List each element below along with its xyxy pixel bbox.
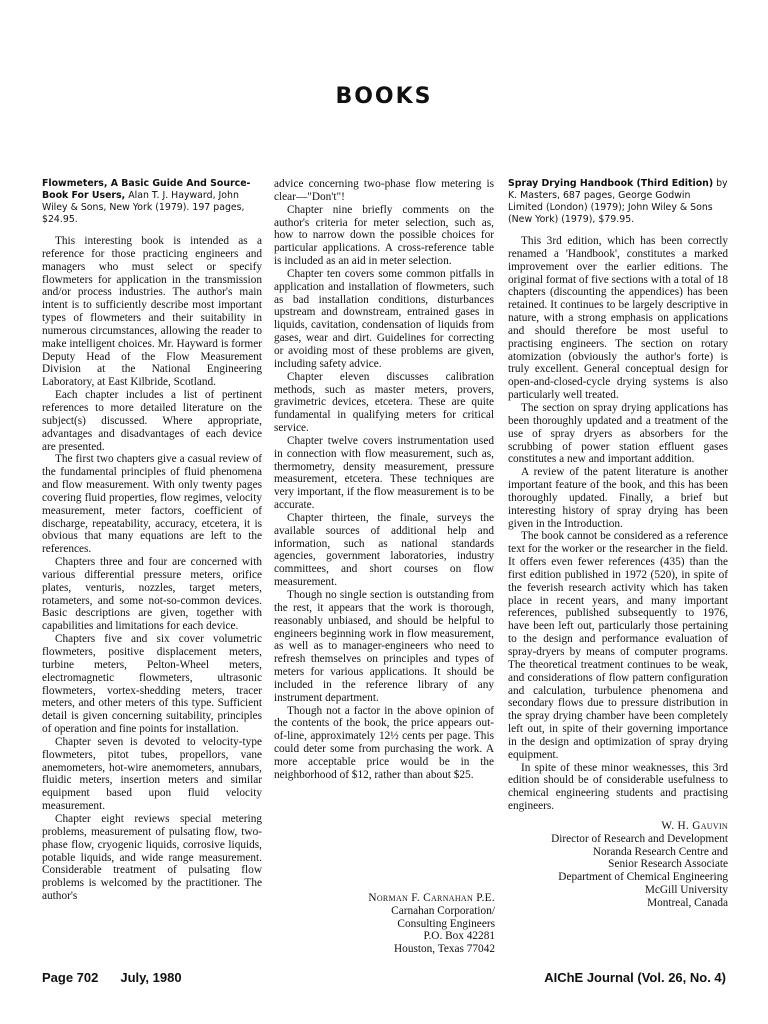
- reviewer-name: Norman F. Carnahan P.E.: [368, 892, 495, 904]
- journal-citation: AIChE Journal (Vol. 26, No. 4): [544, 970, 726, 985]
- paragraph: The book cannot be considered as a reference text for the worker or the researcher in the field. It offers even fewer references (435) than the first edition published in 1972 (520), in spite of the feverish research activity which has taken place in recent years, and many important references, published subsequently to 1976, have been left out, particularly those pertaining to the design and performance evaluation of spray-dryers by means of computer programs. The theoretical treatment continues to be weak, and considerations of flow pattern configuration and calculation, turbulence phenomena and secondary flows due to pressure distribution in the spray drying chamber have been completely left out, in spite of their governing importance in the design and optimization of spray drying equipment.: [508, 530, 728, 761]
- paragraph: Though no single section is outstanding from the rest, it appears that the work is thorough, reasonably unbiased, and should be helpful to engineers beginning work in flow measurement, as well as to manager-engineers who need to refresh themselves on principles and types of meters for various applications. It should be included in the reference library of any instrument department.: [274, 589, 494, 704]
- paragraph: Though not a factor in the above opinion of the contents of the book, the price appears out-of-line, approximately 12½ cents per page. This could deter some from purchasing the work. A more acceptable price would be in the neighborhood of $12, rather than about $25.: [274, 704, 494, 781]
- paragraph: This 3rd edition, which has been correctly renamed a 'Handbook', constitutes a marked improvement over the earlier editions. The original format of five sections with a total of 18 chapters (discounting the appendices) has been retained. It continues to be largely descriptive in nature, with a strong emphasis on applications and should therefore be most useful to practising engineers. The section on rotary atomization (obviously the author's forte) is truly excellent. General conceptual design for open-and-closed-cycle drying systems is also particularly well treated.: [508, 235, 728, 402]
- column-middle: [274, 178, 494, 973]
- reviewer-signature-gauvin: [508, 820, 728, 910]
- column-left: [42, 178, 262, 973]
- issue-date: July, 1980: [120, 970, 182, 985]
- book-header-spray-drying: [508, 178, 728, 226]
- paragraph: Chapter eight reviews special metering problems, measurement of pulsating flow, two-phase flow, cryogenic liquids, corrosive liquids, potable liquids, and wide range measurement. Considerable treatment of pulsating flow problems is welcomed by the practitioner. The author's: [42, 812, 262, 903]
- paragraph: In spite of these minor weaknesses, this 3rd edition should be of considerable usefulness to chemical engineering students and practising engineers.: [508, 761, 728, 813]
- book-title: Spray Drying Handbook (Third Edition): [508, 178, 714, 189]
- paragraph: Chapter twelve covers instrumentation used in connection with flow measurement, such as, thermometry, density measurement, pressure measurement, etcetera. These techniques are very important, if the flow measurement is to be accurate.: [274, 434, 494, 512]
- book-header-flowmeters: [42, 178, 262, 226]
- paragraph: Chapter thirteen, the finale, surveys the available sources of additional help and information, such as national standards agencies, government laboratories, industry committees, and short courses on flow measurement.: [274, 511, 494, 589]
- paragraph: This interesting book is intended as a reference for those practicing engineers and managers who must select or specify flowmeters for application in the transmission and/or process industries. The author's main intent is to sufficiently describe most important types of flowmeters and their suitability in numerous circumstances, allowing the reader to make intelligent choices. Mr. Hayward is former Deputy Head of the Flow Measurement Division at the National Engineering Laboratory, at East Kilbride, Scotland.: [42, 235, 262, 389]
- book-title: Flowmeters, A Basic Guide And Source-Book For Users,: [42, 178, 251, 201]
- paragraph: The first two chapters give a casual review of the fundamental principles of fluid phenomena and flow measurement. With only twenty pages covering fluid properties, flow regimes, velocity measurement, meter factors, coefficient of discharge, repeatability, accuracy, etcetera, it is obvious that many equations are left to the references.: [42, 453, 262, 556]
- paragraph: Chapter nine briefly comments on the author's criteria for meter selection, such as, how to narrow down the possible choices for particular applications. A cross-reference table is included as an aid in meter selection.: [274, 203, 494, 268]
- book-meta: Alan T. J. Hayward, John Wiley & Sons, New York (1979). 197 pages, $24.95.: [42, 190, 245, 225]
- reviewer-affiliation-line: Carnahan Corporation/: [391, 904, 495, 917]
- reviewer-affiliation-line: Noranda Research Centre and: [592, 845, 728, 858]
- reviewer-affiliation-line: Director of Research and Development: [551, 832, 728, 845]
- paragraph: Chapters three and four are concerned with various differential pressure meters, orifice plates, venturis, nozzles, target meters, rotameters, and some not-so-common devices. Basic descriptions are given, together with capabilities and limitations for each device.: [42, 556, 262, 633]
- paragraph: Chapters five and six cover volumetric flowmeters, positive displacement meters, turbine meters, Pelton-Wheel meters, electromagnetic flowmeters, ultrasonic flowmeters, vortex-shedding meters, tracer meters, and other meters of this type. Sufficient detail is given concerning suitability, principles of operation and fine points for installation.: [42, 633, 262, 736]
- paragraph: The section on spray drying applications has been thoroughly updated and a treatment of the use of spray dryers as absorbers for the scrubbing of power station effluent gases constitutes a new and important addition.: [508, 401, 728, 466]
- section-heading: BOOKS: [335, 84, 433, 109]
- paragraph: Chapter eleven discusses calibration methods, such as master meters, provers, gravimetric devices, etcetera. These are quite fundamental in qualifying meters for critical service.: [274, 370, 494, 435]
- reviewer-affiliation-line: P.O. Box 42281: [423, 930, 495, 943]
- page-number: Page 702: [42, 970, 99, 985]
- reviewer-affiliation-line: Consulting Engineers: [397, 917, 495, 930]
- paragraph: A review of the patent literature is another important feature of the book, and this has been thoroughly updated. Finally, a brief but interesting history of spray drying has been given in the Introduction.: [508, 466, 728, 530]
- paragraph: Chapter seven is devoted to velocity-type flowmeters, pitot tubes, propellors, vane anemometers, hot-wire anemometers, annubars, fluidic meters, insertion meters and similar equipment based upon fluid velocity measurement.: [42, 735, 262, 813]
- paragraph: Each chapter includes a list of pertinent references to more detailed literature on the subject(s) discussed. Where appropriate, advantages and disadvantages of each device are presented.: [42, 389, 262, 453]
- reviewer-signature-carnahan: [300, 892, 495, 956]
- footer-left: [42, 970, 204, 985]
- paragraph: advice concerning two-phase flow metering is clear—"Don't"!: [274, 178, 494, 203]
- reviewer-name: W. H. Gauvin: [661, 819, 728, 832]
- book-meta: by K. Masters, 687 pages, George Godwin Limited (London) (1979); John Wiley & Sons (New York) (1979), $79.95.: [508, 178, 728, 225]
- reviewer-affiliation-line: Senior Research Associate: [608, 858, 728, 871]
- column-right: [508, 178, 728, 973]
- reviewer-affiliation-line: Houston, Texas 77042: [394, 943, 495, 956]
- reviewer-affiliation-line: McGill University: [644, 883, 728, 896]
- paragraph: Chapter ten covers some common pitfalls in application and installation of flowmeters, such as bad installation conditions, disturbances upstream and downstream, entrained gases in liquids, cavitation, condensation of liquids from gases, wear and dirt. Guidelines for correcting or avoiding most of these problems are given, including safety advice.: [274, 267, 494, 370]
- reviewer-affiliation-line: Montreal, Canada: [647, 896, 728, 909]
- reviewer-affiliation-line: Department of Chemical Engineering: [558, 871, 728, 884]
